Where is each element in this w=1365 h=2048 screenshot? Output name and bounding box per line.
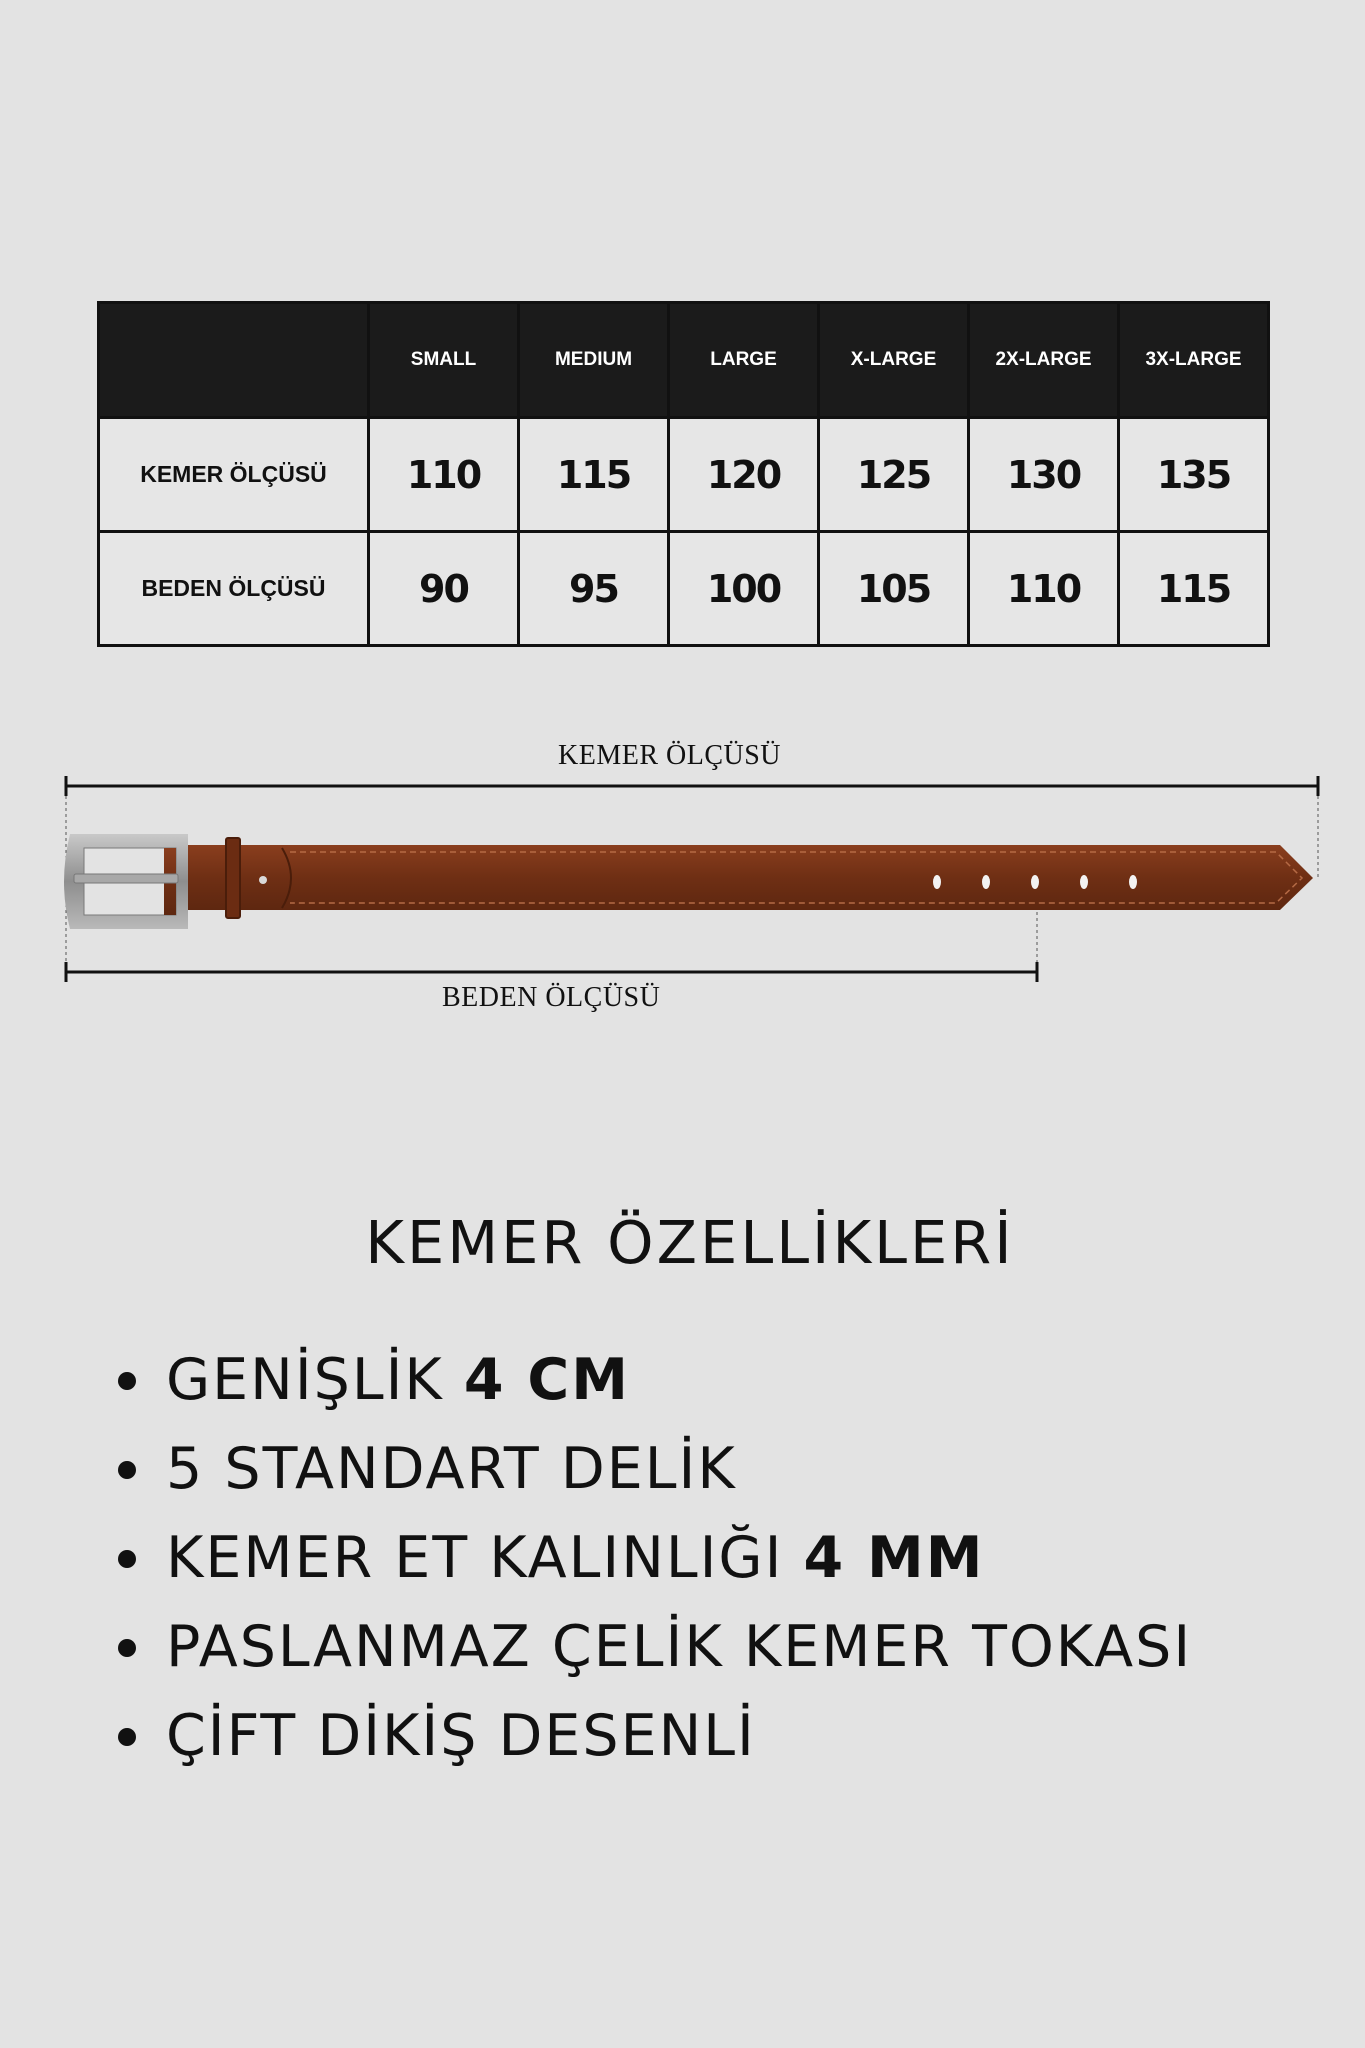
table-cell: 110: [369, 418, 519, 532]
belt-length-label: KEMER ÖLÇÜSÜ: [558, 740, 782, 771]
bullet-icon: [118, 1550, 136, 1568]
table-cell: 115: [1119, 532, 1269, 646]
table-corner-cell: [99, 303, 369, 418]
table-cell: 110: [969, 532, 1119, 646]
column-header: 3X-LARGE: [1119, 303, 1269, 418]
belt-rivet: [259, 876, 267, 884]
bullet-icon: [118, 1639, 136, 1657]
bullet-icon: [118, 1461, 136, 1479]
bullet-icon: [118, 1728, 136, 1746]
table-cell: 125: [819, 418, 969, 532]
list-item: [118, 1434, 1192, 1523]
belt-illustration: [0, 730, 1365, 1030]
belt-strap: [170, 845, 1313, 910]
belt-keeper: [226, 838, 240, 918]
table-cell: 105: [819, 532, 969, 646]
table-cell: 115: [519, 418, 669, 532]
feature-text: 5 STANDART DELİK: [166, 1436, 737, 1502]
table-row: [99, 532, 1269, 646]
belt-hole: [1080, 875, 1088, 889]
size-chart-table: [97, 301, 1270, 647]
row-label-beden: BEDEN ÖLÇÜSÜ: [99, 532, 369, 646]
table-cell: 90: [369, 532, 519, 646]
list-item: [118, 1345, 1192, 1434]
column-header: X-LARGE: [819, 303, 969, 418]
bullet-icon: [118, 1372, 136, 1390]
features-title: KEMER ÖZELLİKLERİ: [365, 1208, 1015, 1277]
feature-list: [118, 1345, 1192, 1790]
column-header: MEDIUM: [519, 303, 669, 418]
feature-text: KEMER ET KALINLIĞI: [166, 1525, 804, 1591]
belt-hole: [1129, 875, 1137, 889]
row-label-kemer: KEMER ÖLÇÜSÜ: [99, 418, 369, 532]
table-cell: 100: [669, 532, 819, 646]
list-item: [118, 1523, 1192, 1612]
feature-text: GENİŞLİK: [166, 1347, 464, 1413]
table-cell: 135: [1119, 418, 1269, 532]
column-header: 2X-LARGE: [969, 303, 1119, 418]
feature-value: 4 MM: [803, 1525, 985, 1591]
waist-size-label: BEDEN ÖLÇÜSÜ: [442, 982, 661, 1013]
belt-hole: [933, 875, 941, 889]
list-item: [118, 1612, 1192, 1701]
table-cell: 130: [969, 418, 1119, 532]
feature-value: 4 CM: [463, 1347, 630, 1413]
belt-hole: [1031, 875, 1039, 889]
list-item: [118, 1701, 1192, 1790]
belt-diagram: [0, 730, 1365, 1030]
table-row: [99, 418, 1269, 532]
feature-text: ÇİFT DİKİŞ DESENLİ: [166, 1703, 756, 1769]
table-cell: 120: [669, 418, 819, 532]
column-header: SMALL: [369, 303, 519, 418]
feature-text: PASLANMAZ ÇELİK KEMER TOKASI: [166, 1614, 1193, 1680]
column-header: LARGE: [669, 303, 819, 418]
belt-hole: [982, 875, 990, 889]
buckle-icon: [64, 834, 188, 929]
table-header-row: [99, 303, 1269, 418]
table-cell: 95: [519, 532, 669, 646]
